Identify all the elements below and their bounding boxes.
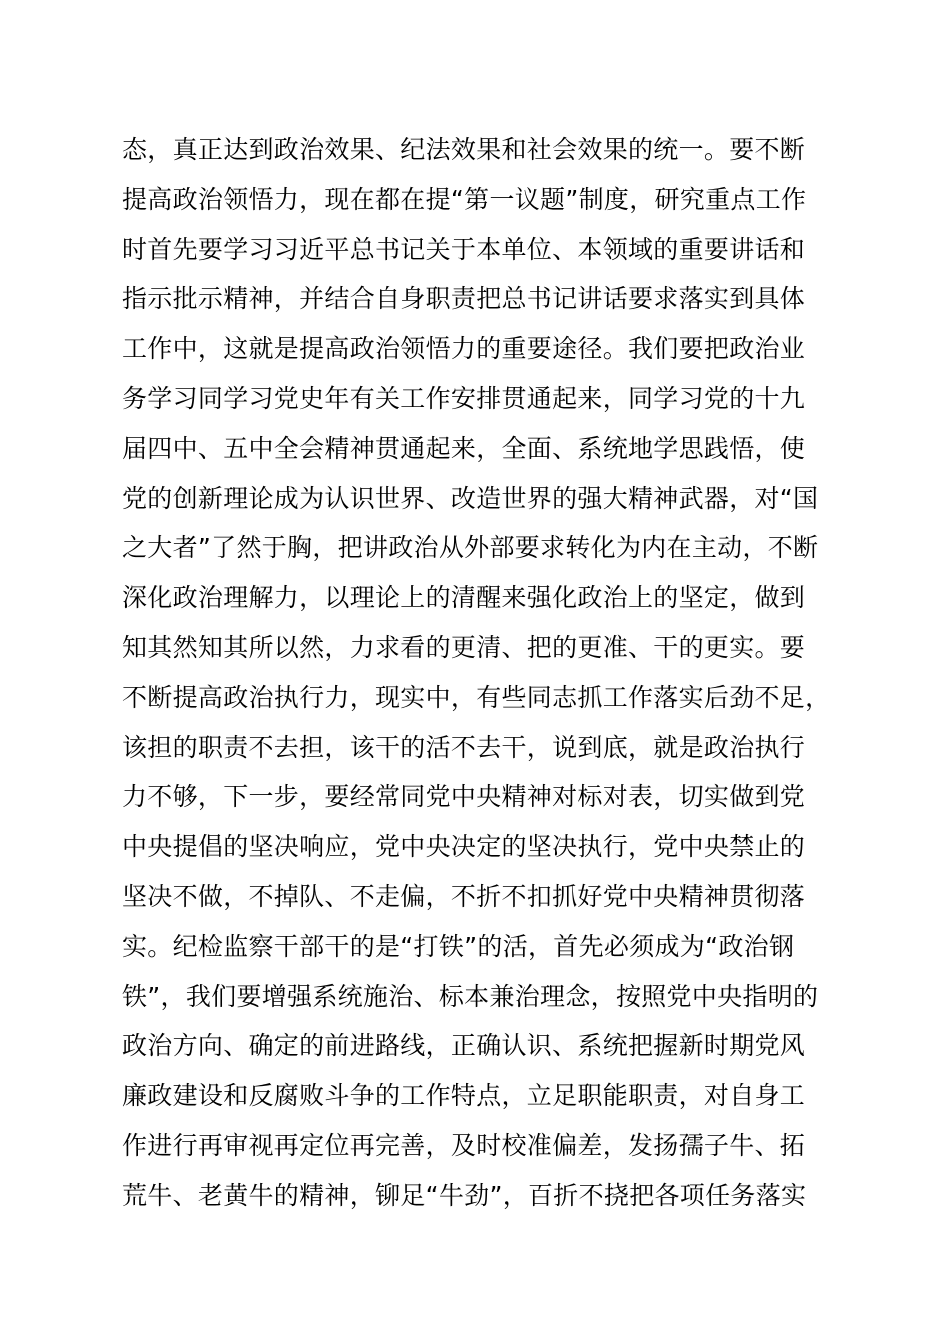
text-line: 深化政治理解力，以理论上的清醒来强化政治上的坚定，做到: [122, 583, 806, 613]
text-line: 作进行再审视再定位再完善，及时校准偏差，发扬孺子牛、拓: [122, 1130, 806, 1160]
text-line: 实。纪检监察干部干的是“打铁”的活，首先必须成为“政治钢: [122, 931, 795, 961]
text-line: 之大者”了然于胸，把讲政治从外部要求转化为内在主动，不断: [122, 533, 819, 563]
text-line: 政治方向、确定的前进路线，正确认识、系统把握新时期党风: [122, 1031, 806, 1061]
body-paragraph: [122, 125, 882, 1221]
text-line: 务学习同学习党史年有关工作安排贯通起来，同学习党的十九: [122, 383, 806, 413]
text-line: 荒牛、老黄牛的精神，铆足“牛劲”，百折不挠把各项任务落实: [122, 1180, 807, 1210]
text-line: 力不够，下一步，要经常同党中央精神对标对表，切实做到党: [122, 782, 806, 812]
text-line: 党的创新理论成为认识世界、改造世界的强大精神武器，对“国: [122, 483, 819, 513]
text-line: 廉政建设和反腐败斗争的工作特点，立足职能职责，对自身工: [122, 1081, 806, 1111]
text-line: 态，真正达到政治效果、纪法效果和社会效果的统一。要不断: [122, 135, 806, 164]
text-line: 该担的职责不去担，该干的活不去干，说到底，就是政治执行: [122, 732, 806, 762]
text-line: 坚决不做，不掉队、不走偏，不折不扣抓好党中央精神贯彻落: [122, 881, 806, 911]
text-line: 工作中，这就是提高政治领悟力的重要途径。我们要把政治业: [122, 334, 806, 364]
text-line: 届四中、五中全会精神贯通起来，全面、系统地学思践悟，使: [122, 433, 806, 463]
text-line: 时首先要学习习近平总书记关于本单位、本领域的重要讲话和: [122, 234, 806, 264]
text-line: 提高政治领悟力，现在都在提“第一议题”制度，研究重点工作: [122, 184, 807, 214]
text-line: 知其然知其所以然，力求看的更清、把的更准、干的更实。要: [122, 632, 806, 662]
text-line: 铁”，我们要增强系统施治、标本兼治理念，按照党中央指明的: [122, 981, 819, 1011]
text-line: 指示批示精神，并结合自身职责把总书记讲话要求落实到具体: [122, 284, 806, 314]
text-line: 不断提高政治执行力，现实中，有些同志抓工作落实后劲不足，: [122, 682, 831, 712]
text-line: 中央提倡的坚决响应，党中央决定的坚决执行，党中央禁止的: [122, 832, 806, 862]
